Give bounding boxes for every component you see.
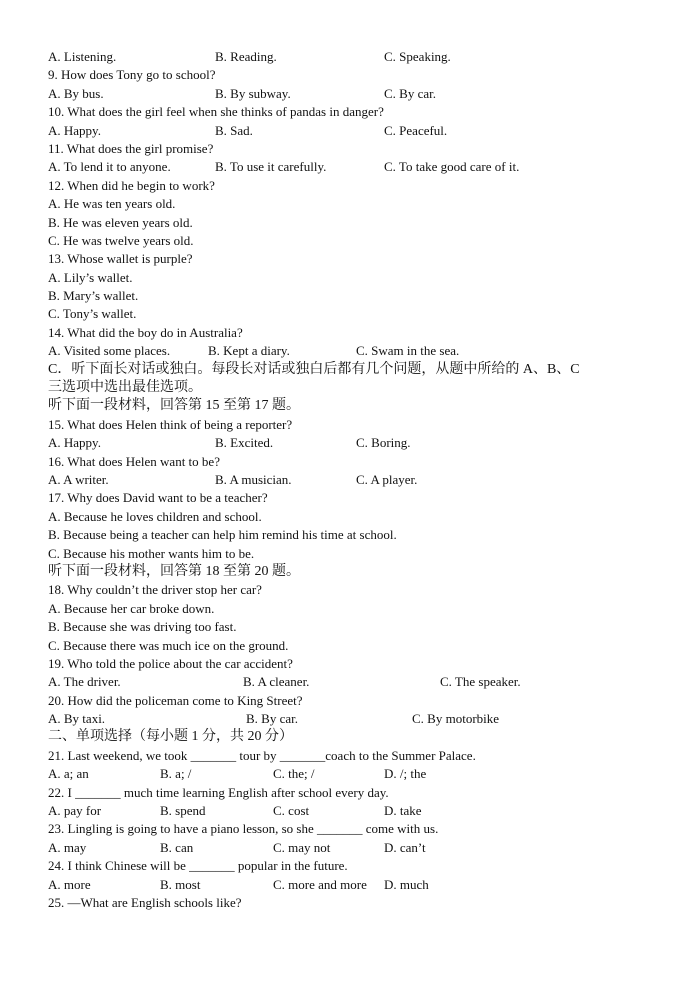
question-line (48, 857, 658, 875)
option-b: B. spend (160, 803, 206, 819)
line-text: 22. I _______ much time learning English after school every day. (48, 784, 389, 800)
line-text: C. He was twelve years old. (48, 232, 194, 248)
options-line (48, 342, 658, 360)
question-line (48, 250, 658, 268)
line-text: C. Because there was much ice on the ground. (48, 637, 289, 653)
options-line (48, 85, 658, 103)
line-text: A. Because her car broke down. (48, 600, 215, 616)
section-heading (48, 397, 658, 415)
line-text: 24. I think Chinese will be _______ popular in the future. (48, 858, 348, 874)
options-line (48, 839, 658, 857)
line-text: C. Tony’s wallet. (48, 306, 137, 322)
line-text: B. Because she was driving too fast. (48, 619, 237, 635)
options-line (48, 158, 658, 176)
question-line (48, 600, 658, 618)
options-line (48, 802, 658, 820)
option-b: B. To use it carefully. (215, 159, 327, 175)
option-b: B. most (160, 876, 201, 892)
heading-text: 听下面一段材料，回答第 18 至第 20 题。 (48, 563, 300, 579)
options-line (48, 48, 658, 66)
option-a: A. To lend it to anyone. (48, 159, 171, 175)
exam-lines (48, 48, 658, 912)
question-line (48, 618, 658, 636)
question-line (48, 489, 658, 507)
option-c: C. cost (273, 803, 310, 819)
question-line (48, 177, 658, 195)
option-b: B. Excited. (215, 435, 274, 451)
option-c: C. To take good care of it. (384, 159, 520, 175)
line-text: A. Lily’s wallet. (48, 269, 133, 285)
option-c: C. By car. (384, 85, 436, 101)
question-line (48, 416, 658, 434)
question-line (48, 453, 658, 471)
option-a: A. Happy. (48, 122, 101, 138)
question-line (48, 820, 658, 838)
line-text: B. He was eleven years old. (48, 214, 193, 230)
line-text: 10. What does the girl feel when she thinks of pandas in danger? (48, 104, 384, 120)
options-line (48, 765, 658, 783)
line-text: 20. How did the policeman come to King Street? (48, 692, 303, 708)
question-line (48, 140, 658, 158)
line-text: 17. Why does David want to be a teacher? (48, 490, 268, 506)
line-text: 18. Why couldn’t the driver stop her car? (48, 582, 262, 598)
option-b: B. By subway. (215, 85, 291, 101)
line-text: A. Because he loves children and school. (48, 508, 262, 524)
options-line (48, 122, 658, 140)
option-a: A. The driver. (48, 674, 121, 690)
section-heading (48, 379, 658, 397)
question-line (48, 581, 658, 599)
option-c: C. the; / (273, 766, 315, 782)
line-text: B. Mary’s wallet. (48, 288, 139, 304)
heading-text: C．听下面长对话或独白。每段长对话或独白后都有几个问题，从题中所给的 A、B、C (48, 361, 580, 377)
question-line (48, 526, 658, 544)
options-line (48, 673, 658, 691)
question-line (48, 269, 658, 287)
line-text: 13. Whose wallet is purple? (48, 251, 193, 267)
option-d: D. can’t (384, 839, 426, 855)
option-b: B. Sad. (215, 122, 253, 138)
option-c: C. Peaceful. (384, 122, 448, 138)
option-a: A. Visited some places. (48, 343, 171, 359)
option-a: A. pay for (48, 803, 102, 819)
options-line (48, 876, 658, 894)
heading-text: 听下面一段材料，回答第 15 至第 17 题。 (48, 398, 300, 414)
line-text: 12. When did he begin to work? (48, 177, 215, 193)
question-line (48, 894, 658, 912)
question-line (48, 66, 658, 84)
line-text: 21. Last weekend, we took _______ tour by _______coach to the Summer Palace. (48, 747, 476, 763)
question-line (48, 324, 658, 342)
option-a: A. may (48, 839, 87, 855)
option-c: C. A player. (356, 471, 418, 487)
option-a: A. Listening. (48, 49, 117, 64)
question-line (48, 214, 658, 232)
question-line (48, 655, 658, 673)
line-text: 23. Lingling is going to have a piano lesson, so she _______ come with us. (48, 821, 439, 837)
question-line (48, 692, 658, 710)
question-line (48, 747, 658, 765)
option-a: A. a; an (48, 766, 89, 782)
option-c: C. Boring. (356, 435, 411, 451)
line-text: 25. —What are English schools like? (48, 894, 242, 910)
option-a: A. By bus. (48, 85, 104, 101)
question-line (48, 784, 658, 802)
line-text: C. Because his mother wants him to be. (48, 545, 255, 561)
heading-text: 二、单项选择（每小题 1 分，共 20 分） (48, 729, 293, 745)
line-text: 19. Who told the police about the car accident? (48, 655, 293, 671)
exam-page (48, 48, 658, 912)
option-c: C. Speaking. (384, 49, 451, 64)
line-text: 16. What does Helen want to be? (48, 453, 220, 469)
options-line (48, 434, 658, 452)
heading-text: 三选项中选出最佳选项。 (48, 380, 202, 396)
option-b: B. Reading. (215, 49, 277, 64)
option-c: C. may not (273, 839, 331, 855)
option-b: B. A musician. (215, 471, 292, 487)
option-c: C. The speaker. (440, 674, 521, 690)
option-c: C. By motorbike (412, 711, 500, 727)
option-b: B. A cleaner. (243, 674, 310, 690)
question-line (48, 508, 658, 526)
option-a: A. more (48, 876, 91, 892)
line-text: A. He was ten years old. (48, 196, 176, 212)
option-d: D. /; the (384, 766, 427, 782)
question-line (48, 287, 658, 305)
line-text: 9. How does Tony go to school? (48, 67, 216, 83)
section-heading (48, 361, 658, 379)
option-b: B. can (160, 839, 194, 855)
option-c: C. more and more (273, 876, 367, 892)
question-line (48, 195, 658, 213)
option-b: B. a; / (160, 766, 192, 782)
line-text: 15. What does Helen think of being a reporter? (48, 416, 293, 432)
option-a: A. Happy. (48, 435, 101, 451)
section-heading (48, 563, 658, 581)
question-line (48, 305, 658, 323)
option-a: A. A writer. (48, 471, 109, 487)
option-a: A. By taxi. (48, 711, 106, 727)
question-line (48, 637, 658, 655)
options-line (48, 471, 658, 489)
section-heading (48, 728, 658, 746)
option-b: B. By car. (246, 711, 298, 727)
line-text: 11. What does the girl promise? (48, 140, 214, 156)
question-line (48, 103, 658, 121)
option-d: D. take (384, 803, 422, 819)
options-line (48, 710, 658, 728)
option-c: C. Swam in the sea. (356, 343, 460, 359)
option-d: D. much (384, 876, 429, 892)
question-line (48, 232, 658, 250)
line-text: B. Because being a teacher can help him remind his time at school. (48, 527, 397, 543)
question-line (48, 545, 658, 563)
option-b: B. Kept a diary. (208, 343, 290, 359)
line-text: 14. What did the boy do in Australia? (48, 324, 243, 340)
